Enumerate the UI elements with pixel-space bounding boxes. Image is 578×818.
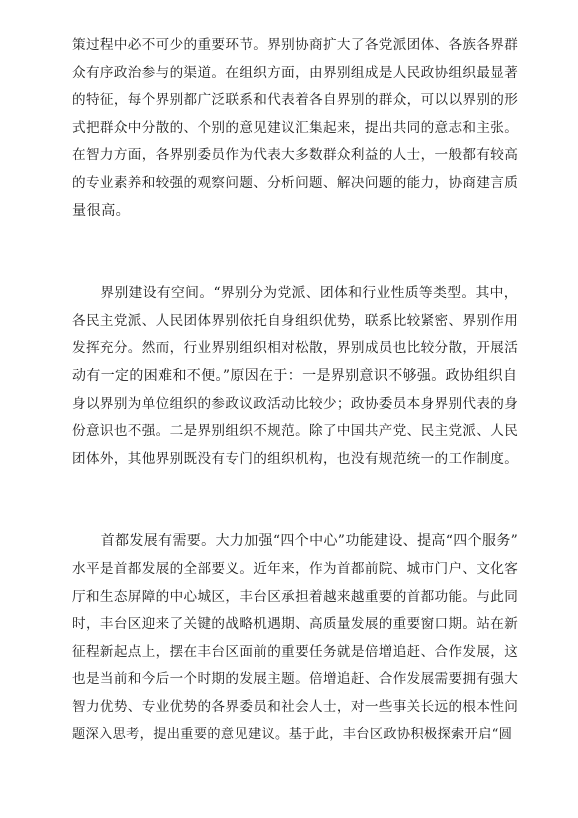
text-line: 团体外，其他界别既没有专门的组织机构，也没有规范统一的工作制度。 [72, 450, 519, 467]
paragraph-capital-development [72, 528, 518, 749]
text-line: 发挥充分。然而，行业界别组织相对松散，界别成员也比较分散，开展活 [72, 340, 519, 357]
text-line: 征程新起点上，摆在丰台区面前的重要任务就是倍增追赶、合作发展，这 [72, 643, 519, 660]
text-line: 的专业素养和较强的观察问题、分析问题、解决问题的能力，协商建言质 [72, 174, 519, 191]
text-line: 也是当前和今后一个时期的发展主题。倍增追赶、合作发展需要拥有强大 [72, 671, 519, 688]
text-line: 式把群众中分散的、个别的意见建议汇集起来，提出共同的意志和主张。 [72, 119, 519, 136]
text-line: 策过程中必不可少的重要环节。界别协商扩大了各党派团体、各族各界群 [72, 37, 519, 53]
text-line: 首都发展有需要。大力加强“四个中心”功能建设、提高“四个服务” [72, 533, 519, 550]
paragraph-intro [72, 32, 518, 225]
text-line: 的特征，每个界别都广泛联系和代表着各自界别的群众，可以以界别的形 [72, 92, 519, 109]
text-line: 界别建设有空间。“界别分为党派、团体和行业性质等类型。其中， [72, 285, 518, 302]
text-line: 智力优势、专业优势的各界委员和社会人士，对一些事关长远的根本性问 [72, 698, 519, 715]
text-line: 动有一定的困难和不便。”原因在于：一是界别意识不够强。政协组织自 [72, 367, 518, 384]
text-line: 各民主党派、人民团体界别依托自身组织优势，联系比较紧密、界别作用 [72, 312, 519, 329]
text-line: 众有序政治参与的渠道。在组织方面，由界别组成是人民政协组织最显著 [72, 64, 519, 81]
text-line: 份意识也不强。二是界别组织不规范。除了中国共产党、民主党派、人民 [72, 423, 519, 440]
text-line: 身以界别为单位组织的参政议政活动比较少；政协委员本身界别代表的身 [72, 395, 519, 412]
text-line: 量很高。 [72, 202, 131, 219]
paragraph-sector-building [72, 280, 518, 473]
text-line: 在智力方面，各界别委员作为代表大多数群众利益的人士，一般都有较高 [72, 147, 519, 164]
text-line: 厅和生态屏障的中心城区，丰台区承担着越来越重要的首都功能。与此同 [72, 588, 519, 605]
text-line: 题深入思考，提出重要的意见建议。基于此，丰台区政协积极探索开启“圆 [72, 727, 513, 743]
text-line: 时，丰台区迎来了关键的战略机遇期、高质量发展的重要窗口期。站在新 [72, 616, 519, 633]
text-line: 水平是首都发展的全部要义。近年来，作为首都前院、城市门户、文化客 [72, 560, 519, 577]
